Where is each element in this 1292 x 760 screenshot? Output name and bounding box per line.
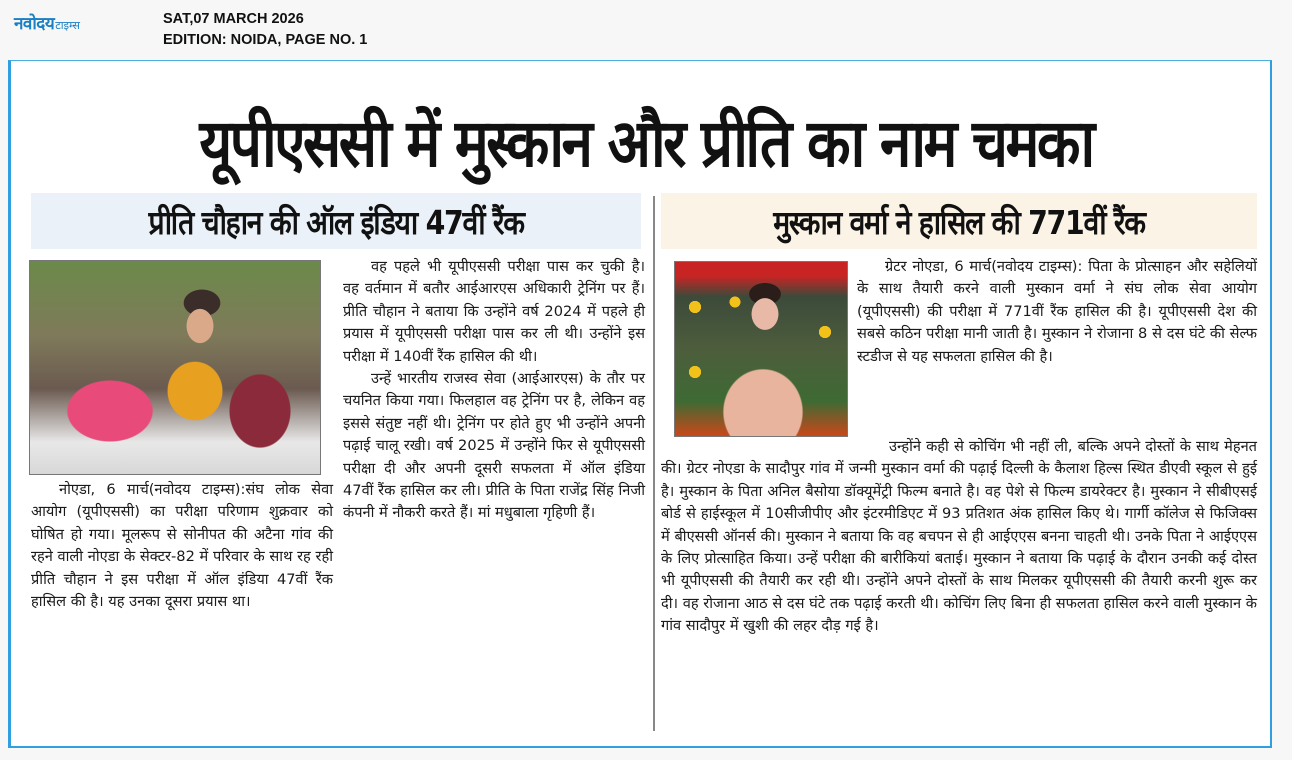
right-story-paragraph: उन्होंने कही से कोचिंग भी नहीं ली, बल्कि अपने दोस्तों के साथ मेहनत की। ग्रेटर नोएडा के सादौपुर गांव में जन्मी मुस्कान वर्मा की पढ़ाई दिल्ली के कैलाश हिल्स स्थित डीएवी स्कूल से हुई है। मुस्कान के पिता अनिल बैसोया डॉक्यूमेंट्री फिल्म बनाते है। वह पेशे से फिल्म डायरेक्टर है। मुस्कान ने सीबीएसई बोर्ड से हाईस्कूल में 10सीजीपीए और इंटरमीडिएट में 93 प्रतिशत अंक हासिल किए थे। गार्गी कॉलेज से फिजिक्स में बीएससी ऑनर्स की। मुस्कान ने बताया कि वह बचपन से ही आईएएस बनना चाहती थी। उनके पिता ने आईएएस के लिए प्रोत्साहित किया। उन्हें परीक्षा की बारीकियां बताई। मुस्कान ने बताया कि पढ़ाई के दौरान उनकी कई दोस्त भी यूपीएससी की तैयारी कर रही थी। उन्होंने अपने दोस्तों के साथ मिलकर यूपीएससी की तैयारी करनी शुरू कर दी। वह रोजाना आठ से दस घंटे तक पढ़ाई करती थी। कोचिंग लिए बिना ही सफलता हासिल करने वाली मुस्कान के गांव सादौपुर में खुशी की लहर दौड़ गई है। bbox=[661, 438, 1257, 635]
right-story-column-1 bbox=[857, 256, 1257, 368]
logo-main-text: नवोदय bbox=[14, 14, 55, 34]
edition-page: EDITION: NOIDA, PAGE NO. 1 bbox=[163, 32, 368, 48]
left-story-column-2 bbox=[343, 256, 645, 525]
left-story-paragraph: वह पहले भी यूपीएससी परीक्षा पास कर चुकी है। वह वर्तमान में बतौर आईआरएस अधिकारी ट्रेनिंग पर हैं। प्रीति चौहान ने बताया कि उन्होंने वर्ष 2024 में पहले ही प्रयास में यूपीएससी परीक्षा पास कर ली थी। उन्होंने इस परीक्षा में 140वीं रैंक हासिल की थी। bbox=[343, 258, 645, 365]
article-clipping bbox=[8, 60, 1272, 748]
preeti-chauhan-photo bbox=[29, 260, 321, 475]
column-divider bbox=[653, 196, 655, 731]
main-headline: यूपीएससी में मुस्कान और प्रीति का नाम चमका bbox=[199, 105, 1093, 182]
left-subheadline: प्रीति चौहान की ऑल इंडिया 47वीं रैंक bbox=[148, 202, 524, 242]
right-story-column-2 bbox=[661, 436, 1257, 638]
newspaper-logo[interactable] bbox=[14, 11, 80, 34]
epaper-header bbox=[0, 0, 1292, 60]
right-subheadline-box bbox=[661, 193, 1257, 249]
muskan-verma-photo bbox=[674, 261, 848, 437]
edition-date: SAT,07 MARCH 2026 bbox=[163, 11, 304, 27]
logo-sub-text: टाइम्स bbox=[55, 19, 80, 32]
right-story-paragraph: ग्रेटर नोएडा, 6 मार्च(नवोदय टाइम्स): पिता के प्रोत्साहन और सहेलियों के साथ तैयारी करने वाली मुस्कान वर्मा ने संघ लोक सेवा आयोग (यूपीएससी) की परीक्षा में 771वीं रैंक हासिल की है। यूपीएससी देश की सबसे कठिन परीक्षा मानी जाती है। मुस्कान ने रोजाना 8 से दस घंटे की सेल्फ स्टडीज से यह सफलता हासिल की है। bbox=[857, 258, 1257, 365]
right-subheadline: मुस्कान वर्मा ने हासिल की 771वीं रैंक bbox=[773, 202, 1145, 242]
edition-info bbox=[163, 9, 367, 51]
left-story-column-1 bbox=[31, 479, 333, 613]
left-subheadline-box bbox=[31, 193, 641, 249]
left-story-paragraph: नोएडा, 6 मार्च(नवोदय टाइम्स):संघ लोक सेवा आयोग (यूपीएससी) का परीक्षा परिणाम शुक्रवार को घोषित हो गया। मूलरूप से सोनीपत की अटैना गांव की रहने वाली नोएडा के सेक्टर-82 में परिवार के साथ रह रही प्रीति चौहान ने इस परीक्षा में ऑल इंडिया 47वीं रैंक हासिल की है। यह उनका दूसरा प्रयास था। bbox=[31, 481, 333, 611]
left-story-paragraph: उन्हें भारतीय राजस्व सेवा (आईआरएस) के तौर पर चयनित किया गया। फिलहाल वह ट्रेनिंग पर है, लेकिन वह इससे संतुष्ट नहीं थी। ट्रेनिंग पर होते हुए भी उन्होंने अपनी पढ़ाई चालू रखी। वर्ष 2025 में उन्होंने फिर से यूपीएससी परीक्षा दी और अपनी दूसरी सफलता में ऑल इंडिया 47वीं रैंक हासिल कर ली। प्रीति के पिता राजेंद्र सिंह निजी कंपनी में नौकरी करते हैं। मां मधुबाला गृहिणी हैं। bbox=[343, 370, 645, 522]
